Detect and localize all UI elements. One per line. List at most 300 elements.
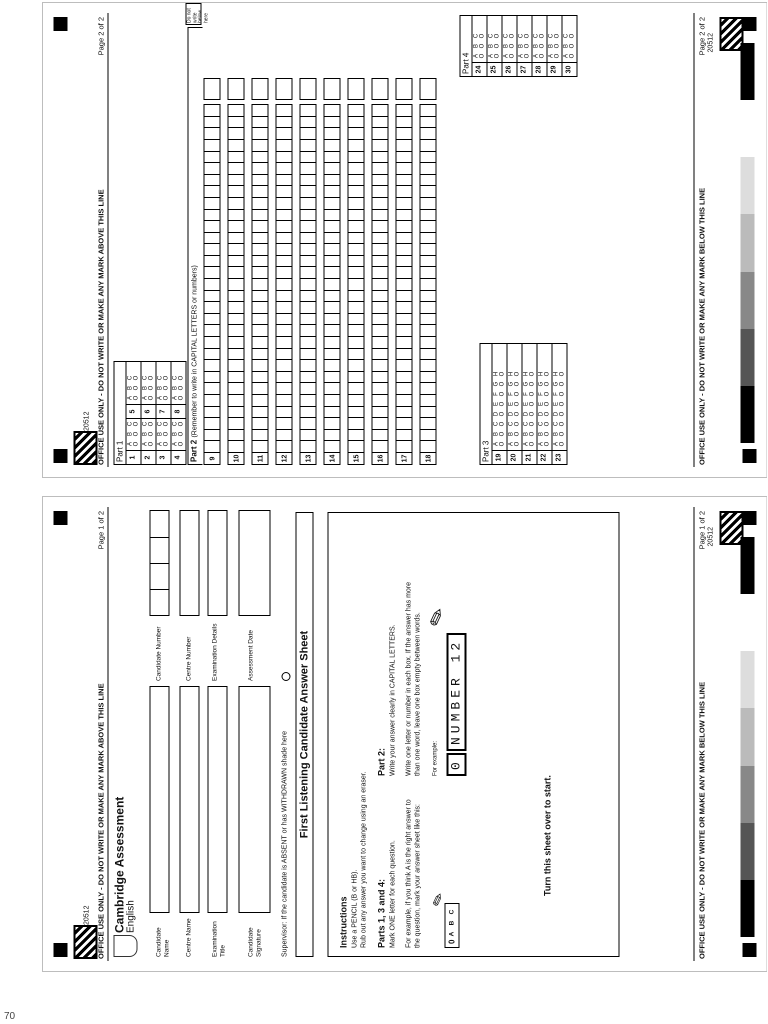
part-3-bubble[interactable]: O xyxy=(559,431,565,437)
letter-box[interactable] xyxy=(227,313,244,325)
answer-option[interactable] xyxy=(157,393,170,403)
letter-box[interactable] xyxy=(395,243,412,255)
letter-box[interactable] xyxy=(251,313,268,325)
part-4-bubble[interactable]: O xyxy=(539,33,545,39)
letter-box[interactable] xyxy=(227,278,244,290)
answer-option[interactable] xyxy=(508,389,521,399)
answer-option[interactable] xyxy=(538,379,551,389)
letter-box[interactable] xyxy=(395,151,412,163)
letter-box[interactable] xyxy=(347,232,364,244)
answer-option[interactable] xyxy=(563,51,576,61)
letter-box[interactable] xyxy=(227,348,244,360)
answer-option[interactable] xyxy=(523,419,536,429)
answer-option[interactable] xyxy=(142,373,155,383)
answer-option[interactable] xyxy=(533,41,546,51)
letter-box[interactable] xyxy=(203,324,220,336)
answer-option[interactable] xyxy=(518,51,531,61)
letter-box[interactable] xyxy=(275,371,292,383)
letter-box[interactable] xyxy=(347,394,364,406)
letter-box[interactable] xyxy=(419,348,436,360)
letter-box[interactable] xyxy=(227,406,244,418)
letter-box[interactable] xyxy=(203,348,220,360)
letter-box[interactable] xyxy=(371,197,388,209)
letter-box[interactable] xyxy=(395,301,412,313)
answer-option[interactable] xyxy=(473,51,486,61)
part-3-bubble[interactable]: O xyxy=(559,391,565,397)
part-1-bubble[interactable]: O xyxy=(163,395,169,401)
letter-box[interactable] xyxy=(203,290,220,302)
letter-box[interactable] xyxy=(419,406,436,418)
letter-box[interactable] xyxy=(203,406,220,418)
letter-box[interactable] xyxy=(371,104,388,116)
answer-option[interactable] xyxy=(172,419,185,429)
part-1-bubble[interactable]: O xyxy=(133,431,139,437)
answer-option[interactable] xyxy=(523,369,536,379)
letter-box[interactable] xyxy=(371,232,388,244)
letter-box[interactable] xyxy=(347,151,364,163)
letter-box[interactable] xyxy=(251,371,268,383)
letter-box[interactable] xyxy=(251,301,268,313)
letter-box[interactable] xyxy=(395,209,412,221)
letter-box[interactable] xyxy=(347,255,364,267)
letter-box[interactable] xyxy=(395,348,412,360)
letter-box[interactable] xyxy=(251,209,268,221)
part-3-bubble[interactable]: O xyxy=(514,371,520,377)
letter-box[interactable] xyxy=(227,417,244,429)
answer-option[interactable] xyxy=(127,383,140,393)
letter-box[interactable] xyxy=(419,162,436,174)
letter-box[interactable] xyxy=(227,267,244,279)
letter-box[interactable] xyxy=(227,232,244,244)
part-1-bubble[interactable]: O xyxy=(178,395,184,401)
letter-box[interactable] xyxy=(275,278,292,290)
answer-option[interactable] xyxy=(553,389,566,399)
part-4-bubble[interactable]: O xyxy=(539,53,545,59)
letter-box[interactable] xyxy=(227,301,244,313)
letter-box[interactable] xyxy=(347,104,364,116)
letter-box[interactable] xyxy=(371,417,388,429)
answer-option[interactable] xyxy=(548,31,561,41)
letter-box[interactable] xyxy=(251,243,268,255)
part-3-bubble[interactable]: O xyxy=(544,371,550,377)
letter-box[interactable] xyxy=(299,243,316,255)
letter-box[interactable] xyxy=(251,382,268,394)
answer-option[interactable] xyxy=(518,41,531,51)
answer-option[interactable] xyxy=(493,409,506,419)
letter-box[interactable] xyxy=(371,243,388,255)
letter-box[interactable] xyxy=(299,324,316,336)
letter-box[interactable] xyxy=(323,440,340,452)
answer-option[interactable] xyxy=(508,429,521,439)
letter-box[interactable] xyxy=(419,174,436,186)
letter-box[interactable] xyxy=(419,382,436,394)
letter-box[interactable] xyxy=(395,162,412,174)
letter-box[interactable] xyxy=(275,394,292,406)
letter-box[interactable] xyxy=(251,417,268,429)
letter-box[interactable] xyxy=(227,127,244,139)
answer-option[interactable] xyxy=(473,41,486,51)
letter-box[interactable] xyxy=(347,220,364,232)
letter-box[interactable] xyxy=(227,290,244,302)
answer-option[interactable] xyxy=(563,31,576,41)
letter-box[interactable] xyxy=(419,394,436,406)
part-3-bubble[interactable]: O xyxy=(499,401,505,407)
letter-box[interactable] xyxy=(371,301,388,313)
part-1-bubble[interactable]: O xyxy=(133,375,139,381)
letter-box[interactable] xyxy=(203,243,220,255)
letter-box[interactable] xyxy=(371,185,388,197)
letter-box[interactable] xyxy=(299,174,316,186)
answer-option[interactable] xyxy=(127,419,140,429)
letter-box[interactable] xyxy=(323,197,340,209)
letter-box[interactable] xyxy=(299,406,316,418)
answer-option[interactable] xyxy=(553,399,566,409)
letter-box[interactable] xyxy=(323,232,340,244)
letter-box[interactable] xyxy=(419,440,436,452)
letter-box[interactable] xyxy=(203,336,220,348)
answer-option[interactable] xyxy=(533,31,546,41)
letter-box[interactable] xyxy=(347,185,364,197)
letter-box[interactable] xyxy=(323,324,340,336)
letter-box[interactable] xyxy=(251,440,268,452)
part-4-bubble[interactable]: O xyxy=(479,53,485,59)
answer-option[interactable] xyxy=(493,439,506,449)
answer-option[interactable] xyxy=(548,41,561,51)
letter-box[interactable] xyxy=(323,185,340,197)
letter-box[interactable] xyxy=(275,151,292,163)
letter-box[interactable] xyxy=(323,209,340,221)
part-4-bubble[interactable]: O xyxy=(554,33,560,39)
letter-box[interactable] xyxy=(275,336,292,348)
letter-box[interactable] xyxy=(227,151,244,163)
letter-box[interactable] xyxy=(395,185,412,197)
letter-box[interactable] xyxy=(395,278,412,290)
part-4-bubble[interactable]: O xyxy=(509,53,515,59)
letter-box[interactable] xyxy=(347,127,364,139)
letter-box[interactable] xyxy=(227,336,244,348)
letter-box[interactable] xyxy=(227,220,244,232)
letter-box[interactable] xyxy=(323,116,340,128)
part-1-bubble[interactable]: O xyxy=(163,431,169,437)
part-1-bubble[interactable]: O xyxy=(178,431,184,437)
letter-box[interactable] xyxy=(395,359,412,371)
part-4-bubble[interactable]: O xyxy=(524,33,530,39)
letter-box[interactable] xyxy=(371,267,388,279)
part-1-bubble[interactable]: O xyxy=(148,395,154,401)
letter-box[interactable] xyxy=(371,127,388,139)
letter-box[interactable] xyxy=(251,185,268,197)
letter-box[interactable] xyxy=(371,382,388,394)
letter-box[interactable] xyxy=(251,336,268,348)
letter-box[interactable] xyxy=(419,243,436,255)
letter-box[interactable] xyxy=(275,429,292,441)
letter-box[interactable] xyxy=(419,185,436,197)
letter-box[interactable] xyxy=(251,429,268,441)
letter-box[interactable] xyxy=(371,348,388,360)
letter-box[interactable] xyxy=(203,371,220,383)
letter-box[interactable] xyxy=(203,382,220,394)
letter-box[interactable] xyxy=(275,162,292,174)
letter-box[interactable] xyxy=(323,429,340,441)
answer-option[interactable] xyxy=(538,369,551,379)
answer-option[interactable] xyxy=(157,383,170,393)
absent-shade-bubble[interactable] xyxy=(281,672,290,681)
letter-box[interactable] xyxy=(371,394,388,406)
answer-option[interactable] xyxy=(548,51,561,61)
letter-box[interactable] xyxy=(395,174,412,186)
letter-box[interactable] xyxy=(203,313,220,325)
part-3-bubble[interactable]: O xyxy=(499,421,505,427)
answer-option[interactable] xyxy=(553,379,566,389)
letter-box[interactable] xyxy=(251,406,268,418)
answer-option[interactable] xyxy=(488,41,501,51)
letter-box[interactable] xyxy=(395,197,412,209)
letter-box[interactable] xyxy=(227,116,244,128)
answer-option[interactable] xyxy=(508,419,521,429)
letter-box[interactable] xyxy=(395,406,412,418)
answer-option[interactable] xyxy=(473,31,486,41)
letter-box[interactable] xyxy=(251,162,268,174)
part-3-bubble[interactable]: O xyxy=(529,391,535,397)
letter-box[interactable] xyxy=(347,440,364,452)
answer-option[interactable] xyxy=(172,429,185,439)
part-3-bubble[interactable]: O xyxy=(514,391,520,397)
letter-box[interactable] xyxy=(347,371,364,383)
part-1-bubble[interactable]: O xyxy=(133,441,139,447)
letter-box[interactable] xyxy=(299,267,316,279)
part-1-bubble[interactable]: O xyxy=(148,431,154,437)
letter-box[interactable] xyxy=(275,301,292,313)
letter-box[interactable] xyxy=(299,440,316,452)
letter-box[interactable] xyxy=(251,267,268,279)
letter-box[interactable] xyxy=(347,209,364,221)
answer-option[interactable] xyxy=(553,409,566,419)
part-1-bubble[interactable]: O xyxy=(133,395,139,401)
letter-box[interactable] xyxy=(371,209,388,221)
letter-box[interactable] xyxy=(347,243,364,255)
letter-box[interactable] xyxy=(419,313,436,325)
letter-box[interactable] xyxy=(419,359,436,371)
letter-box[interactable] xyxy=(203,429,220,441)
letter-box[interactable] xyxy=(203,174,220,186)
letter-box[interactable] xyxy=(227,139,244,151)
letter-box[interactable] xyxy=(203,301,220,313)
letter-box[interactable] xyxy=(227,162,244,174)
answer-option[interactable] xyxy=(157,373,170,383)
part-3-bubble[interactable]: O xyxy=(529,371,535,377)
letter-box[interactable] xyxy=(419,116,436,128)
letter-box[interactable] xyxy=(371,139,388,151)
letter-box[interactable] xyxy=(275,220,292,232)
letter-box[interactable] xyxy=(395,220,412,232)
letter-box[interactable] xyxy=(371,440,388,452)
letter-box[interactable] xyxy=(395,382,412,394)
letter-box[interactable] xyxy=(371,290,388,302)
assessment-date-field[interactable] xyxy=(238,510,270,616)
letter-box[interactable] xyxy=(275,174,292,186)
letter-box[interactable] xyxy=(395,417,412,429)
answer-option[interactable] xyxy=(533,51,546,61)
letter-box[interactable] xyxy=(203,197,220,209)
letter-box[interactable] xyxy=(299,348,316,360)
part-1-bubble[interactable]: O xyxy=(178,375,184,381)
letter-box[interactable] xyxy=(347,429,364,441)
letter-box[interactable] xyxy=(395,313,412,325)
letter-box[interactable] xyxy=(371,162,388,174)
letter-box[interactable] xyxy=(371,359,388,371)
letter-box[interactable] xyxy=(347,174,364,186)
part-4-bubble[interactable]: O xyxy=(569,53,575,59)
part-1-bubble[interactable]: O xyxy=(163,375,169,381)
letter-box[interactable] xyxy=(227,382,244,394)
letter-box[interactable] xyxy=(371,220,388,232)
part-3-bubble[interactable]: O xyxy=(499,381,505,387)
letter-box[interactable] xyxy=(203,209,220,221)
letter-box[interactable] xyxy=(203,440,220,452)
answer-option[interactable] xyxy=(142,419,155,429)
letter-box[interactable] xyxy=(419,139,436,151)
letter-box[interactable] xyxy=(347,348,364,360)
part-3-bubble[interactable]: O xyxy=(559,421,565,427)
letter-box[interactable] xyxy=(323,162,340,174)
answer-option[interactable] xyxy=(493,429,506,439)
answer-option[interactable] xyxy=(553,439,566,449)
part-1-bubble[interactable]: O xyxy=(133,385,139,391)
answer-option[interactable] xyxy=(523,409,536,419)
answer-option[interactable] xyxy=(518,31,531,41)
letter-box[interactable] xyxy=(251,220,268,232)
part-3-bubble[interactable]: O xyxy=(544,441,550,447)
answer-option[interactable] xyxy=(508,439,521,449)
letter-box[interactable] xyxy=(419,151,436,163)
letter-box[interactable] xyxy=(203,220,220,232)
letter-box[interactable] xyxy=(203,162,220,174)
part-3-bubble[interactable]: O xyxy=(544,381,550,387)
letter-box[interactable] xyxy=(275,406,292,418)
letter-box[interactable] xyxy=(395,255,412,267)
letter-box[interactable] xyxy=(323,174,340,186)
letter-box[interactable] xyxy=(347,336,364,348)
part-1-bubble[interactable]: O xyxy=(178,385,184,391)
letter-box[interactable] xyxy=(347,313,364,325)
letter-box[interactable] xyxy=(347,278,364,290)
part-1-bubble[interactable]: O xyxy=(148,421,154,427)
letter-box[interactable] xyxy=(395,394,412,406)
part-3-bubble[interactable]: O xyxy=(529,431,535,437)
letter-box[interactable] xyxy=(395,116,412,128)
letter-box[interactable] xyxy=(323,267,340,279)
letter-box[interactable] xyxy=(299,278,316,290)
letter-box[interactable] xyxy=(203,139,220,151)
part-4-bubble[interactable]: O xyxy=(494,33,500,39)
part-3-bubble[interactable]: O xyxy=(499,411,505,417)
letter-box[interactable] xyxy=(299,220,316,232)
answer-option[interactable] xyxy=(538,419,551,429)
part-3-bubble[interactable]: O xyxy=(529,411,535,417)
answer-option[interactable] xyxy=(142,393,155,403)
letter-box[interactable] xyxy=(323,394,340,406)
part-3-bubble[interactable]: O xyxy=(499,441,505,447)
letter-box[interactable] xyxy=(371,151,388,163)
letter-box[interactable] xyxy=(251,151,268,163)
letter-box[interactable] xyxy=(347,162,364,174)
letter-box[interactable] xyxy=(203,104,220,116)
centre-name-field[interactable] xyxy=(179,686,199,913)
letter-box[interactable] xyxy=(275,116,292,128)
letter-box[interactable] xyxy=(227,243,244,255)
letter-box[interactable] xyxy=(203,394,220,406)
answer-option[interactable] xyxy=(553,369,566,379)
part-3-bubble[interactable]: O xyxy=(544,431,550,437)
letter-box[interactable] xyxy=(227,104,244,116)
answer-option[interactable] xyxy=(493,399,506,409)
letter-box[interactable] xyxy=(323,151,340,163)
letter-box[interactable] xyxy=(323,417,340,429)
part-4-bubble[interactable]: O xyxy=(554,43,560,49)
answer-option[interactable] xyxy=(127,439,140,449)
letter-box[interactable] xyxy=(347,290,364,302)
letter-box[interactable] xyxy=(347,359,364,371)
letter-box[interactable] xyxy=(395,104,412,116)
letter-box[interactable] xyxy=(347,406,364,418)
letter-box[interactable] xyxy=(227,359,244,371)
letter-box[interactable] xyxy=(299,255,316,267)
letter-box[interactable] xyxy=(299,301,316,313)
letter-box[interactable] xyxy=(299,185,316,197)
letter-box[interactable] xyxy=(299,417,316,429)
letter-box[interactable] xyxy=(251,290,268,302)
letter-box[interactable] xyxy=(419,255,436,267)
letter-box[interactable] xyxy=(419,278,436,290)
letter-box[interactable] xyxy=(371,116,388,128)
letter-box[interactable] xyxy=(251,255,268,267)
letter-box[interactable] xyxy=(323,290,340,302)
letter-box[interactable] xyxy=(299,139,316,151)
answer-option[interactable] xyxy=(127,429,140,439)
part-3-bubble[interactable]: O xyxy=(529,401,535,407)
letter-box[interactable] xyxy=(203,151,220,163)
part-4-bubble[interactable]: O xyxy=(494,43,500,49)
part-1-bubble[interactable]: O xyxy=(178,441,184,447)
examination-title-field[interactable] xyxy=(207,686,227,913)
letter-box[interactable] xyxy=(275,139,292,151)
part-3-bubble[interactable]: O xyxy=(499,371,505,377)
letter-box[interactable] xyxy=(299,382,316,394)
part-4-bubble[interactable]: O xyxy=(524,43,530,49)
letter-box[interactable] xyxy=(347,197,364,209)
letter-box[interactable] xyxy=(275,267,292,279)
part-3-bubble[interactable]: O xyxy=(544,391,550,397)
letter-box[interactable] xyxy=(275,313,292,325)
letter-box[interactable] xyxy=(299,336,316,348)
letter-box[interactable] xyxy=(371,255,388,267)
letter-box[interactable] xyxy=(251,324,268,336)
answer-option[interactable] xyxy=(508,409,521,419)
letter-box[interactable] xyxy=(371,406,388,418)
part-1-bubble[interactable]: O xyxy=(148,385,154,391)
letter-box[interactable] xyxy=(323,139,340,151)
answer-option[interactable] xyxy=(157,429,170,439)
letter-box[interactable] xyxy=(275,348,292,360)
letter-box[interactable] xyxy=(323,220,340,232)
letter-box[interactable] xyxy=(227,209,244,221)
letter-box[interactable] xyxy=(371,429,388,441)
part-1-bubble[interactable]: O xyxy=(163,441,169,447)
part-1-bubble[interactable]: O xyxy=(163,385,169,391)
answer-option[interactable] xyxy=(172,439,185,449)
letter-box[interactable] xyxy=(299,151,316,163)
answer-option[interactable] xyxy=(508,379,521,389)
